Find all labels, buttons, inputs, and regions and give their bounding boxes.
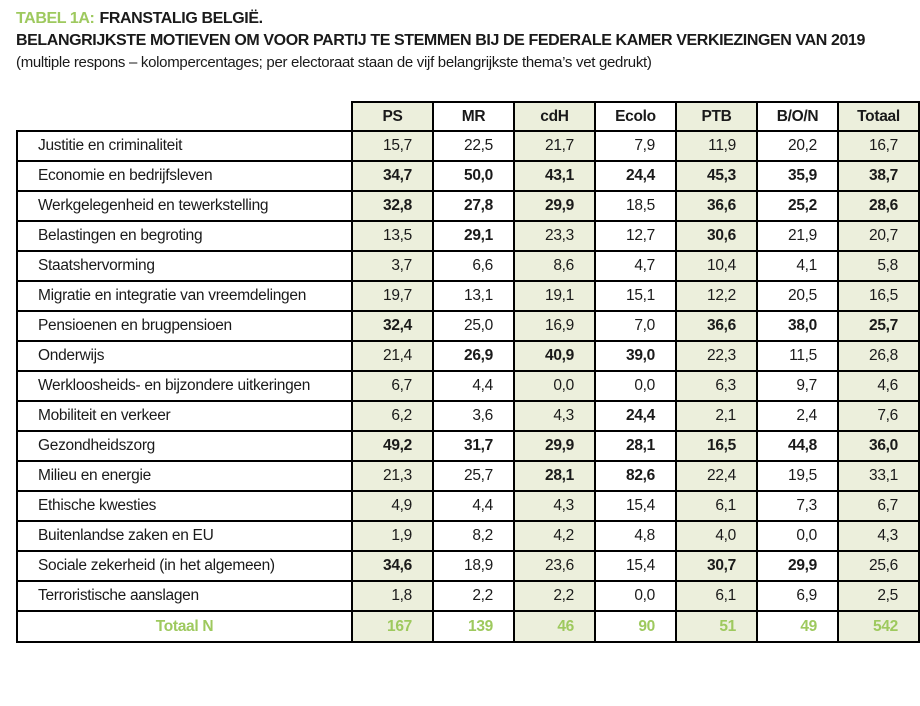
row-label: Staatshervorming xyxy=(17,251,352,281)
row-label: Economie en bedrijfsleven xyxy=(17,161,352,191)
row-label: Migratie en integratie van vreemdelingen xyxy=(17,281,352,311)
row-label: Buitenlandse zaken en EU xyxy=(17,521,352,551)
value-cell: 6,7 xyxy=(838,491,919,521)
corner-cell xyxy=(17,102,352,131)
value-cell: 21,3 xyxy=(352,461,433,491)
value-cell: 50,0 xyxy=(433,161,514,191)
table-row xyxy=(17,221,919,251)
motives-table xyxy=(16,101,920,643)
table-row xyxy=(17,491,919,521)
column-header-ps: PS xyxy=(352,102,433,131)
value-cell: 6,7 xyxy=(352,371,433,401)
value-cell: 25,7 xyxy=(433,461,514,491)
value-cell: 0,0 xyxy=(514,371,595,401)
row-label: Mobiliteit en verkeer xyxy=(17,401,352,431)
value-cell: 6,1 xyxy=(676,491,757,521)
value-cell: 6,2 xyxy=(352,401,433,431)
value-cell: 18,5 xyxy=(595,191,676,221)
totals-value-cell: 49 xyxy=(757,611,838,642)
value-cell: 4,4 xyxy=(433,371,514,401)
value-cell: 0,0 xyxy=(595,581,676,611)
value-cell: 6,3 xyxy=(676,371,757,401)
table-row xyxy=(17,461,919,491)
table-row xyxy=(17,281,919,311)
value-cell: 25,7 xyxy=(838,311,919,341)
value-cell: 19,1 xyxy=(514,281,595,311)
value-cell: 6,1 xyxy=(676,581,757,611)
value-cell: 21,9 xyxy=(757,221,838,251)
table-row xyxy=(17,551,919,581)
value-cell: 34,7 xyxy=(352,161,433,191)
value-cell: 2,1 xyxy=(676,401,757,431)
value-cell: 0,0 xyxy=(595,371,676,401)
totals-value-cell: 542 xyxy=(838,611,919,642)
value-cell: 4,9 xyxy=(352,491,433,521)
table-head xyxy=(17,102,919,131)
row-label: Justitie en criminaliteit xyxy=(17,131,352,161)
value-cell: 23,6 xyxy=(514,551,595,581)
value-cell: 23,3 xyxy=(514,221,595,251)
value-cell: 32,4 xyxy=(352,311,433,341)
value-cell: 16,5 xyxy=(838,281,919,311)
value-cell: 33,1 xyxy=(838,461,919,491)
totals-label: Totaal N xyxy=(17,611,352,642)
value-cell: 29,9 xyxy=(757,551,838,581)
value-cell: 7,9 xyxy=(595,131,676,161)
value-cell: 38,0 xyxy=(757,311,838,341)
value-cell: 32,8 xyxy=(352,191,433,221)
value-cell: 49,2 xyxy=(352,431,433,461)
value-cell: 26,9 xyxy=(433,341,514,371)
value-cell: 35,9 xyxy=(757,161,838,191)
value-cell: 13,1 xyxy=(433,281,514,311)
value-cell: 5,8 xyxy=(838,251,919,281)
value-cell: 39,0 xyxy=(595,341,676,371)
value-cell: 30,7 xyxy=(676,551,757,581)
value-cell: 82,6 xyxy=(595,461,676,491)
value-cell: 40,9 xyxy=(514,341,595,371)
table-row xyxy=(17,191,919,221)
value-cell: 36,6 xyxy=(676,191,757,221)
value-cell: 10,4 xyxy=(676,251,757,281)
value-cell: 19,7 xyxy=(352,281,433,311)
value-cell: 28,6 xyxy=(838,191,919,221)
totals-value-cell: 167 xyxy=(352,611,433,642)
value-cell: 7,6 xyxy=(838,401,919,431)
value-cell: 9,7 xyxy=(757,371,838,401)
value-cell: 6,9 xyxy=(757,581,838,611)
value-cell: 34,6 xyxy=(352,551,433,581)
column-header-bon: B/O/N xyxy=(757,102,838,131)
value-cell: 1,9 xyxy=(352,521,433,551)
value-cell: 45,3 xyxy=(676,161,757,191)
value-cell: 4,6 xyxy=(838,371,919,401)
value-cell: 24,4 xyxy=(595,401,676,431)
value-cell: 3,7 xyxy=(352,251,433,281)
table-row xyxy=(17,161,919,191)
table-row xyxy=(17,431,919,461)
table-body xyxy=(17,131,919,611)
value-cell: 20,2 xyxy=(757,131,838,161)
totals-value-cell: 51 xyxy=(676,611,757,642)
value-cell: 11,5 xyxy=(757,341,838,371)
table-title xyxy=(16,8,920,30)
value-cell: 22,4 xyxy=(676,461,757,491)
row-label: Ethische kwesties xyxy=(17,491,352,521)
row-label: Sociale zekerheid (in het algemeen) xyxy=(17,551,352,581)
value-cell: 44,8 xyxy=(757,431,838,461)
value-cell: 28,1 xyxy=(595,431,676,461)
value-cell: 24,4 xyxy=(595,161,676,191)
column-header-ecolo: Ecolo xyxy=(595,102,676,131)
row-label: Gezondheidszorg xyxy=(17,431,352,461)
table-row xyxy=(17,581,919,611)
value-cell: 28,1 xyxy=(514,461,595,491)
value-cell: 16,7 xyxy=(838,131,919,161)
row-label: Terroristische aanslagen xyxy=(17,581,352,611)
value-cell: 2,4 xyxy=(757,401,838,431)
table-row xyxy=(17,251,919,281)
value-cell: 4,3 xyxy=(514,491,595,521)
value-cell: 29,9 xyxy=(514,431,595,461)
table-foot xyxy=(17,611,919,642)
value-cell: 0,0 xyxy=(757,521,838,551)
row-label: Belastingen en begroting xyxy=(17,221,352,251)
table-row xyxy=(17,521,919,551)
value-cell: 18,9 xyxy=(433,551,514,581)
row-label: Onderwijs xyxy=(17,341,352,371)
totals-value-cell: 46 xyxy=(514,611,595,642)
header-row xyxy=(17,102,919,131)
value-cell: 7,3 xyxy=(757,491,838,521)
value-cell: 36,6 xyxy=(676,311,757,341)
row-label: Pensioenen en brugpensioen xyxy=(17,311,352,341)
value-cell: 21,7 xyxy=(514,131,595,161)
value-cell: 4,1 xyxy=(757,251,838,281)
value-cell: 16,9 xyxy=(514,311,595,341)
totals-value-cell: 90 xyxy=(595,611,676,642)
value-cell: 4,4 xyxy=(433,491,514,521)
table-title-tag: TABEL 1A: xyxy=(16,10,95,27)
table-row xyxy=(17,131,919,161)
totals-value-cell: 139 xyxy=(433,611,514,642)
value-cell: 22,5 xyxy=(433,131,514,161)
value-cell: 4,3 xyxy=(514,401,595,431)
table-title-region: FRANSTALIG BELGIË. xyxy=(99,10,263,27)
value-cell: 6,6 xyxy=(433,251,514,281)
value-cell: 13,5 xyxy=(352,221,433,251)
value-cell: 20,7 xyxy=(838,221,919,251)
row-label: Milieu en energie xyxy=(17,461,352,491)
value-cell: 15,1 xyxy=(595,281,676,311)
totals-row xyxy=(17,611,919,642)
value-cell: 12,7 xyxy=(595,221,676,251)
table-row xyxy=(17,341,919,371)
value-cell: 26,8 xyxy=(838,341,919,371)
value-cell: 4,8 xyxy=(595,521,676,551)
value-cell: 30,6 xyxy=(676,221,757,251)
table-subtitle: BELANGRIJKSTE MOTIEVEN OM VOOR PARTIJ TE STEMMEN BIJ DE FEDERALE KAMER VERKIEZINGEN VAN 2019 xyxy=(16,32,865,49)
value-cell: 25,0 xyxy=(433,311,514,341)
column-header-totaal: Totaal xyxy=(838,102,919,131)
value-cell: 8,2 xyxy=(433,521,514,551)
value-cell: 21,4 xyxy=(352,341,433,371)
table-row xyxy=(17,401,919,431)
value-cell: 3,6 xyxy=(433,401,514,431)
value-cell: 15,4 xyxy=(595,551,676,581)
table-row xyxy=(17,371,919,401)
row-label: Werkloosheids- en bijzondere uitkeringen xyxy=(17,371,352,401)
value-cell: 12,2 xyxy=(676,281,757,311)
value-cell: 22,3 xyxy=(676,341,757,371)
table-row xyxy=(17,311,919,341)
value-cell: 11,9 xyxy=(676,131,757,161)
value-cell: 4,3 xyxy=(838,521,919,551)
value-cell: 8,6 xyxy=(514,251,595,281)
value-cell: 25,2 xyxy=(757,191,838,221)
row-label: Werkgelegenheid en tewerkstelling xyxy=(17,191,352,221)
value-cell: 25,6 xyxy=(838,551,919,581)
value-cell: 36,0 xyxy=(838,431,919,461)
value-cell: 29,9 xyxy=(514,191,595,221)
value-cell: 4,7 xyxy=(595,251,676,281)
value-cell: 2,2 xyxy=(514,581,595,611)
value-cell: 7,0 xyxy=(595,311,676,341)
column-header-ptb: PTB xyxy=(676,102,757,131)
value-cell: 31,7 xyxy=(433,431,514,461)
value-cell: 43,1 xyxy=(514,161,595,191)
value-cell: 19,5 xyxy=(757,461,838,491)
value-cell: 2,2 xyxy=(433,581,514,611)
value-cell: 29,1 xyxy=(433,221,514,251)
table-note: (multiple respons – kolompercentages; per electoraat staan de vijf belangrijkste thema’s vet gedrukt) xyxy=(16,54,652,71)
column-header-mr: MR xyxy=(433,102,514,131)
value-cell: 27,8 xyxy=(433,191,514,221)
value-cell: 4,0 xyxy=(676,521,757,551)
value-cell: 2,5 xyxy=(838,581,919,611)
value-cell: 20,5 xyxy=(757,281,838,311)
value-cell: 38,7 xyxy=(838,161,919,191)
value-cell: 15,4 xyxy=(595,491,676,521)
column-header-cdh: cdH xyxy=(514,102,595,131)
value-cell: 15,7 xyxy=(352,131,433,161)
value-cell: 1,8 xyxy=(352,581,433,611)
value-cell: 16,5 xyxy=(676,431,757,461)
value-cell: 4,2 xyxy=(514,521,595,551)
